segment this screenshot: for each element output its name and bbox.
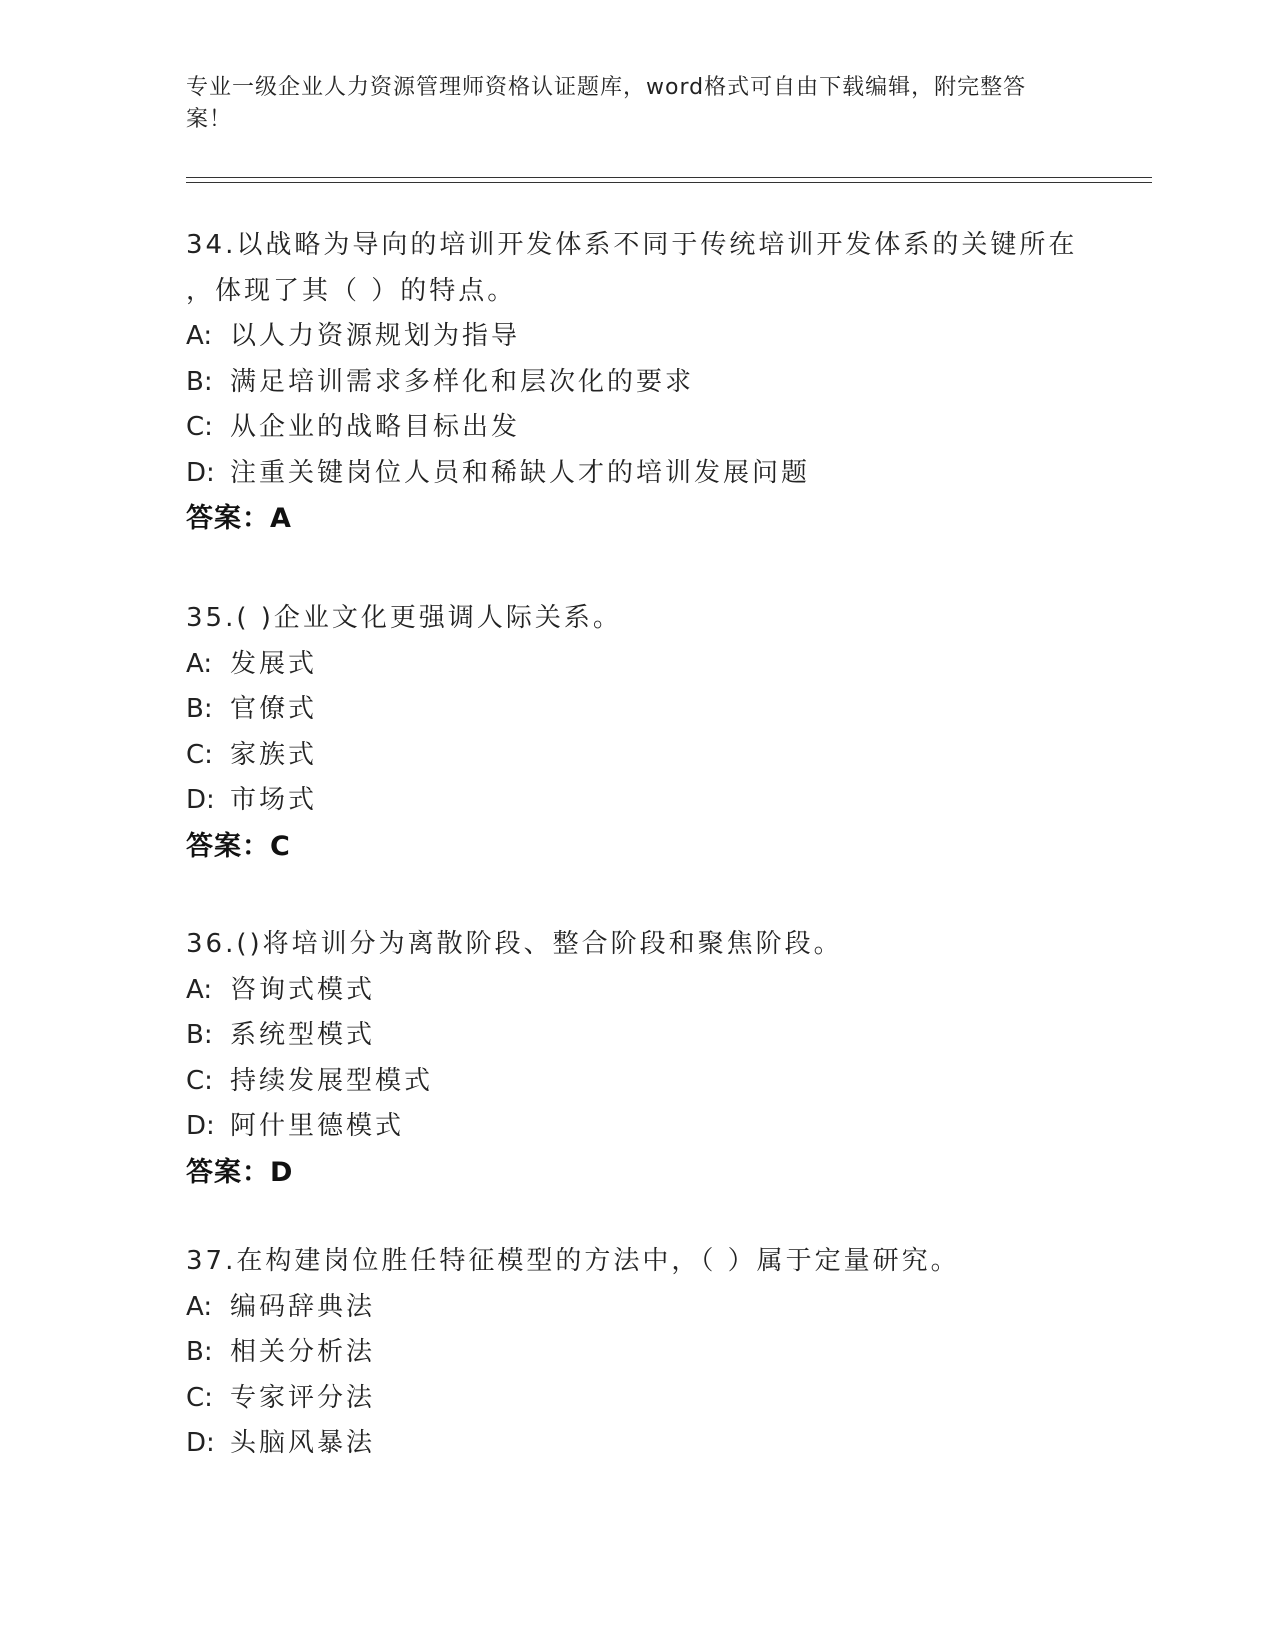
option-key: D: [186,785,215,815]
header-divider-top [186,177,1152,178]
option-c [186,1059,1086,1105]
option-d [186,778,1086,824]
option-d [186,451,1086,497]
option-key: B: [186,366,213,397]
question-stem: 37.在构建岗位胜任特征模型的方法中，（ ）属于定量研究。 [186,1246,960,1276]
option-text: 市场式 [230,785,318,815]
document-header [186,72,1066,136]
option-key: D: [186,1111,215,1141]
option-a [186,642,1086,688]
question-stem: 34.以战略为导向的培训开发体系不同于传统培训开发体系的关键所在 [186,230,1078,260]
option-text: 编码辞典法 [230,1291,376,1322]
option-text: 系统型模式 [230,1020,376,1050]
option-a [186,968,1086,1014]
answer: 答案：A [186,503,292,534]
option-text: 咨询式模式 [230,974,376,1005]
option-text: 相关分析法 [230,1337,376,1367]
option-key: B: [186,1020,213,1050]
option-text: 头脑风暴法 [230,1428,376,1458]
question-stem-continued: ，体现了其（ ）的特点。 [186,275,517,306]
option-a [186,1285,1086,1331]
option-key: A: [186,648,213,679]
answer: 答案：C [186,830,291,862]
option-text: 阿什里德模式 [230,1111,405,1141]
option-text: 发展式 [230,648,318,679]
question-stem: 35.( )企业文化更强调人际关系。 [186,603,622,633]
option-key: A: [186,1291,213,1322]
option-text: 持续发展型模式 [230,1065,434,1096]
option-b [186,1013,1086,1059]
option-text: 满足培训需求多样化和层次化的要求 [230,366,695,397]
answer: 答案：D [186,1156,294,1188]
option-key: D: [186,1428,215,1458]
option-text: 从企业的战略目标出发 [230,412,521,442]
option-text: 以人力资源规划为指导 [230,321,521,351]
option-key: C: [186,1382,213,1413]
question-stem: 36.()将培训分为离散阶段、整合阶段和聚焦阶段。 [186,929,843,959]
question-37 [186,1239,1086,1467]
header-text: 专业一级企业人力资源管理师资格认证题库，word格式可自由下载编辑，附完整答案！ [186,75,1027,132]
option-d [186,1421,1086,1467]
option-key: B: [186,1337,213,1367]
option-key: C: [186,1065,213,1096]
option-key: D: [186,457,215,488]
option-text: 专家评分法 [230,1382,376,1413]
option-key: C: [186,739,213,770]
option-a [186,314,1086,360]
option-key: C: [186,412,213,442]
option-c [186,733,1086,779]
option-c [186,405,1086,451]
option-c [186,1376,1086,1422]
option-b [186,1330,1086,1376]
option-key: A: [186,974,213,1005]
option-key: B: [186,694,213,724]
option-d [186,1104,1086,1150]
option-text: 家族式 [230,739,318,770]
option-key: A: [186,321,213,351]
option-b [186,360,1086,406]
question-36 [186,922,1086,1195]
option-text: 注重关键岗位人员和稀缺人才的培训发展问题 [230,457,811,488]
header-divider-bottom [186,182,1152,183]
question-35 [186,596,1086,869]
question-34 [186,223,1086,542]
option-b [186,687,1086,733]
option-text: 官僚式 [230,694,318,724]
